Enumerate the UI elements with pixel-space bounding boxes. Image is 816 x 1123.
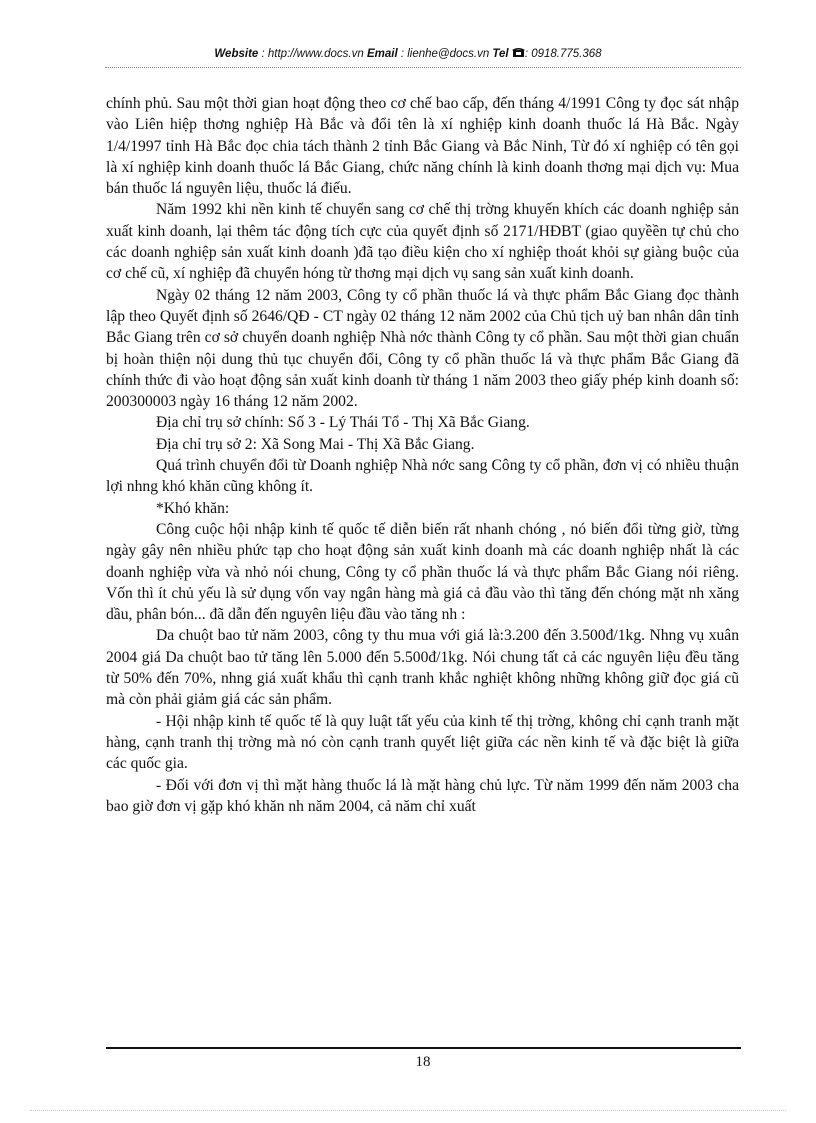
paragraph: Ngày 02 tháng 12 năm 2003, Công ty cổ phần thuốc lá và thực phẩm Bắc Giang đọc thành lập theo Quyết định số 2646/QĐ - CT ngày 02 tháng 12 năm 2002 của Chủ tịch uỷ ban nhân dân tỉnh Bắc Giang trên cơ sở chuyển doanh nghiệp Nhà nớc thành Công ty cổ phần. Sau một thời gian chuẩn bị hoàn thiện nội dung thủ tục chuyển đổi, Công ty cổ phần thuốc lá và thực phẩm Bắc Giang đã chính thức đi vào hoạt động sản xuất kinh doanh từ tháng 1 năm 2003 theo giấy phép kinh doanh số: 200300003 ngày 16 tháng 12 năm 2002. [106, 286, 739, 411]
paragraph: *Khó khăn: [156, 499, 230, 517]
phone-icon [512, 47, 525, 58]
email-label: Email [366, 48, 398, 60]
paragraph: Địa chỉ trụ sở chính: Số 3 - Lý Thái Tổ - Thị Xã Bắc Giang. [156, 414, 530, 432]
paragraph: - Đối với đơn vị thì mặt hàng thuốc lá là mặt hàng chủ lực. Từ năm 1999 đến năm 2003 cha bao giờ đơn vị gặp khó khăn nh năm 2004, cả năm chỉ xuất [106, 776, 739, 815]
page-number: 18 [415, 1054, 431, 1070]
email-value: : lienhe@docs.vn [397, 48, 493, 60]
paragraph: chính phủ. Sau một thời gian hoạt động theo cơ chế bao cấp, đến tháng 4/1991 Công ty đọc sát nhập vào Liên hiệp thơng nghiệp Hà Bắc và đổi tên là xí nghiệp kinh doanh thuốc lá Hà Bắc. Ngày 1/4/1997 tỉnh Hà Bắc đọc chia tách thành 2 tỉnh Bắc Giang và Bắc Ninh, Từ đó xí nghiệp có tên gọi là xí nghiệp kinh doanh thuốc lá Bắc Giang, chức năng chính là kinh doanh thơng mại dịch vụ: Mua bán thuốc lá nguyên liệu, thuốc lá điếu. [106, 95, 739, 198]
page-bottom-border [30, 1110, 786, 1111]
paragraph: Da chuột bao tử năm 2003, công ty thu mua với giá là:3.200 đến 3.500đ/1kg. Nhng vụ xuân 2004 giá Da chuột bao tử tăng lên 5.000 đến 5.500đ/1kg. Nói chung tất cả các nguyên liệu đều tăng từ 50% đến 70%, nhng giá xuất khẩu thì cạnh tranh khắc nghiệt không những không giữ đọc giá cũ mà còn phải giảm giá các sản phẩm. [106, 627, 739, 709]
tel-value: : 0918.775.368 [524, 48, 602, 60]
paragraph: Công cuộc hội nhập kinh tế quốc tế diễn biến rất nhanh chóng , nó biến đổi từng giờ, từng ngày gây nên nhiều phức tạp cho hoạt động sản xuất kinh doanh mà các doanh nghiệp nhất là các doanh nghiệp vừa và nhỏ nói chung, Công ty cổ phần thuốc lá và thực phẩm Bắc Giang nói riêng. Vốn thì ít chủ yếu là sử dụng vốn vay ngân hàng mà giá cả đầu vào thì tăng đến chóng mặt nh xăng dầu, phân bón... đã dẫn đến nguyên liệu đầu vào tăng nh : [106, 520, 739, 624]
header-divider [105, 67, 741, 68]
tel-label: Tel [492, 48, 509, 60]
website-label: Website [214, 48, 259, 60]
paragraph: Địa chỉ trụ sở 2: Xã Song Mai - Thị Xã Bắc Giang. [156, 435, 475, 453]
page-header [0, 47, 816, 60]
paragraph: - Hội nhập kinh tế quốc tế là quy luật tất yếu của kinh tế thị trờng, không chỉ cạnh tranh mặt hàng, cạnh tranh thị trờng mà nó còn cạnh tranh quyết liệt giữa các nền kinh tế và đặc biệt là giữa các quốc gia. [106, 712, 739, 773]
paragraph: Năm 1992 khi nền kinh tế chuyển sang cơ chế thị trờng khuyến khích các doanh nghiệp sản xuất kinh doanh, lại thêm tác động tích cực của quyết định số 2171/HĐBT (giao quyềền tự chủ cho các doanh nghiệp sản xuất kinh doanh )đã tạo điều kiện cho xí nghiệp thoát khỏi sự giàng buộc của cơ chế cũ, xí nghiệp đã chuyển hóng từ thơng mại dịch vụ sang sản xuất kinh doanh. [106, 201, 739, 283]
website-value: : http://www.docs.vn [258, 48, 367, 60]
footer-divider [106, 1047, 741, 1049]
document-body [106, 93, 739, 817]
paragraph: Quá trình chuyển đổi từ Doanh nghiệp Nhà nớc sang Công ty cổ phần, đơn vị có nhiều thuận lợi nhng khó khăn cũng không ít. [106, 457, 739, 496]
